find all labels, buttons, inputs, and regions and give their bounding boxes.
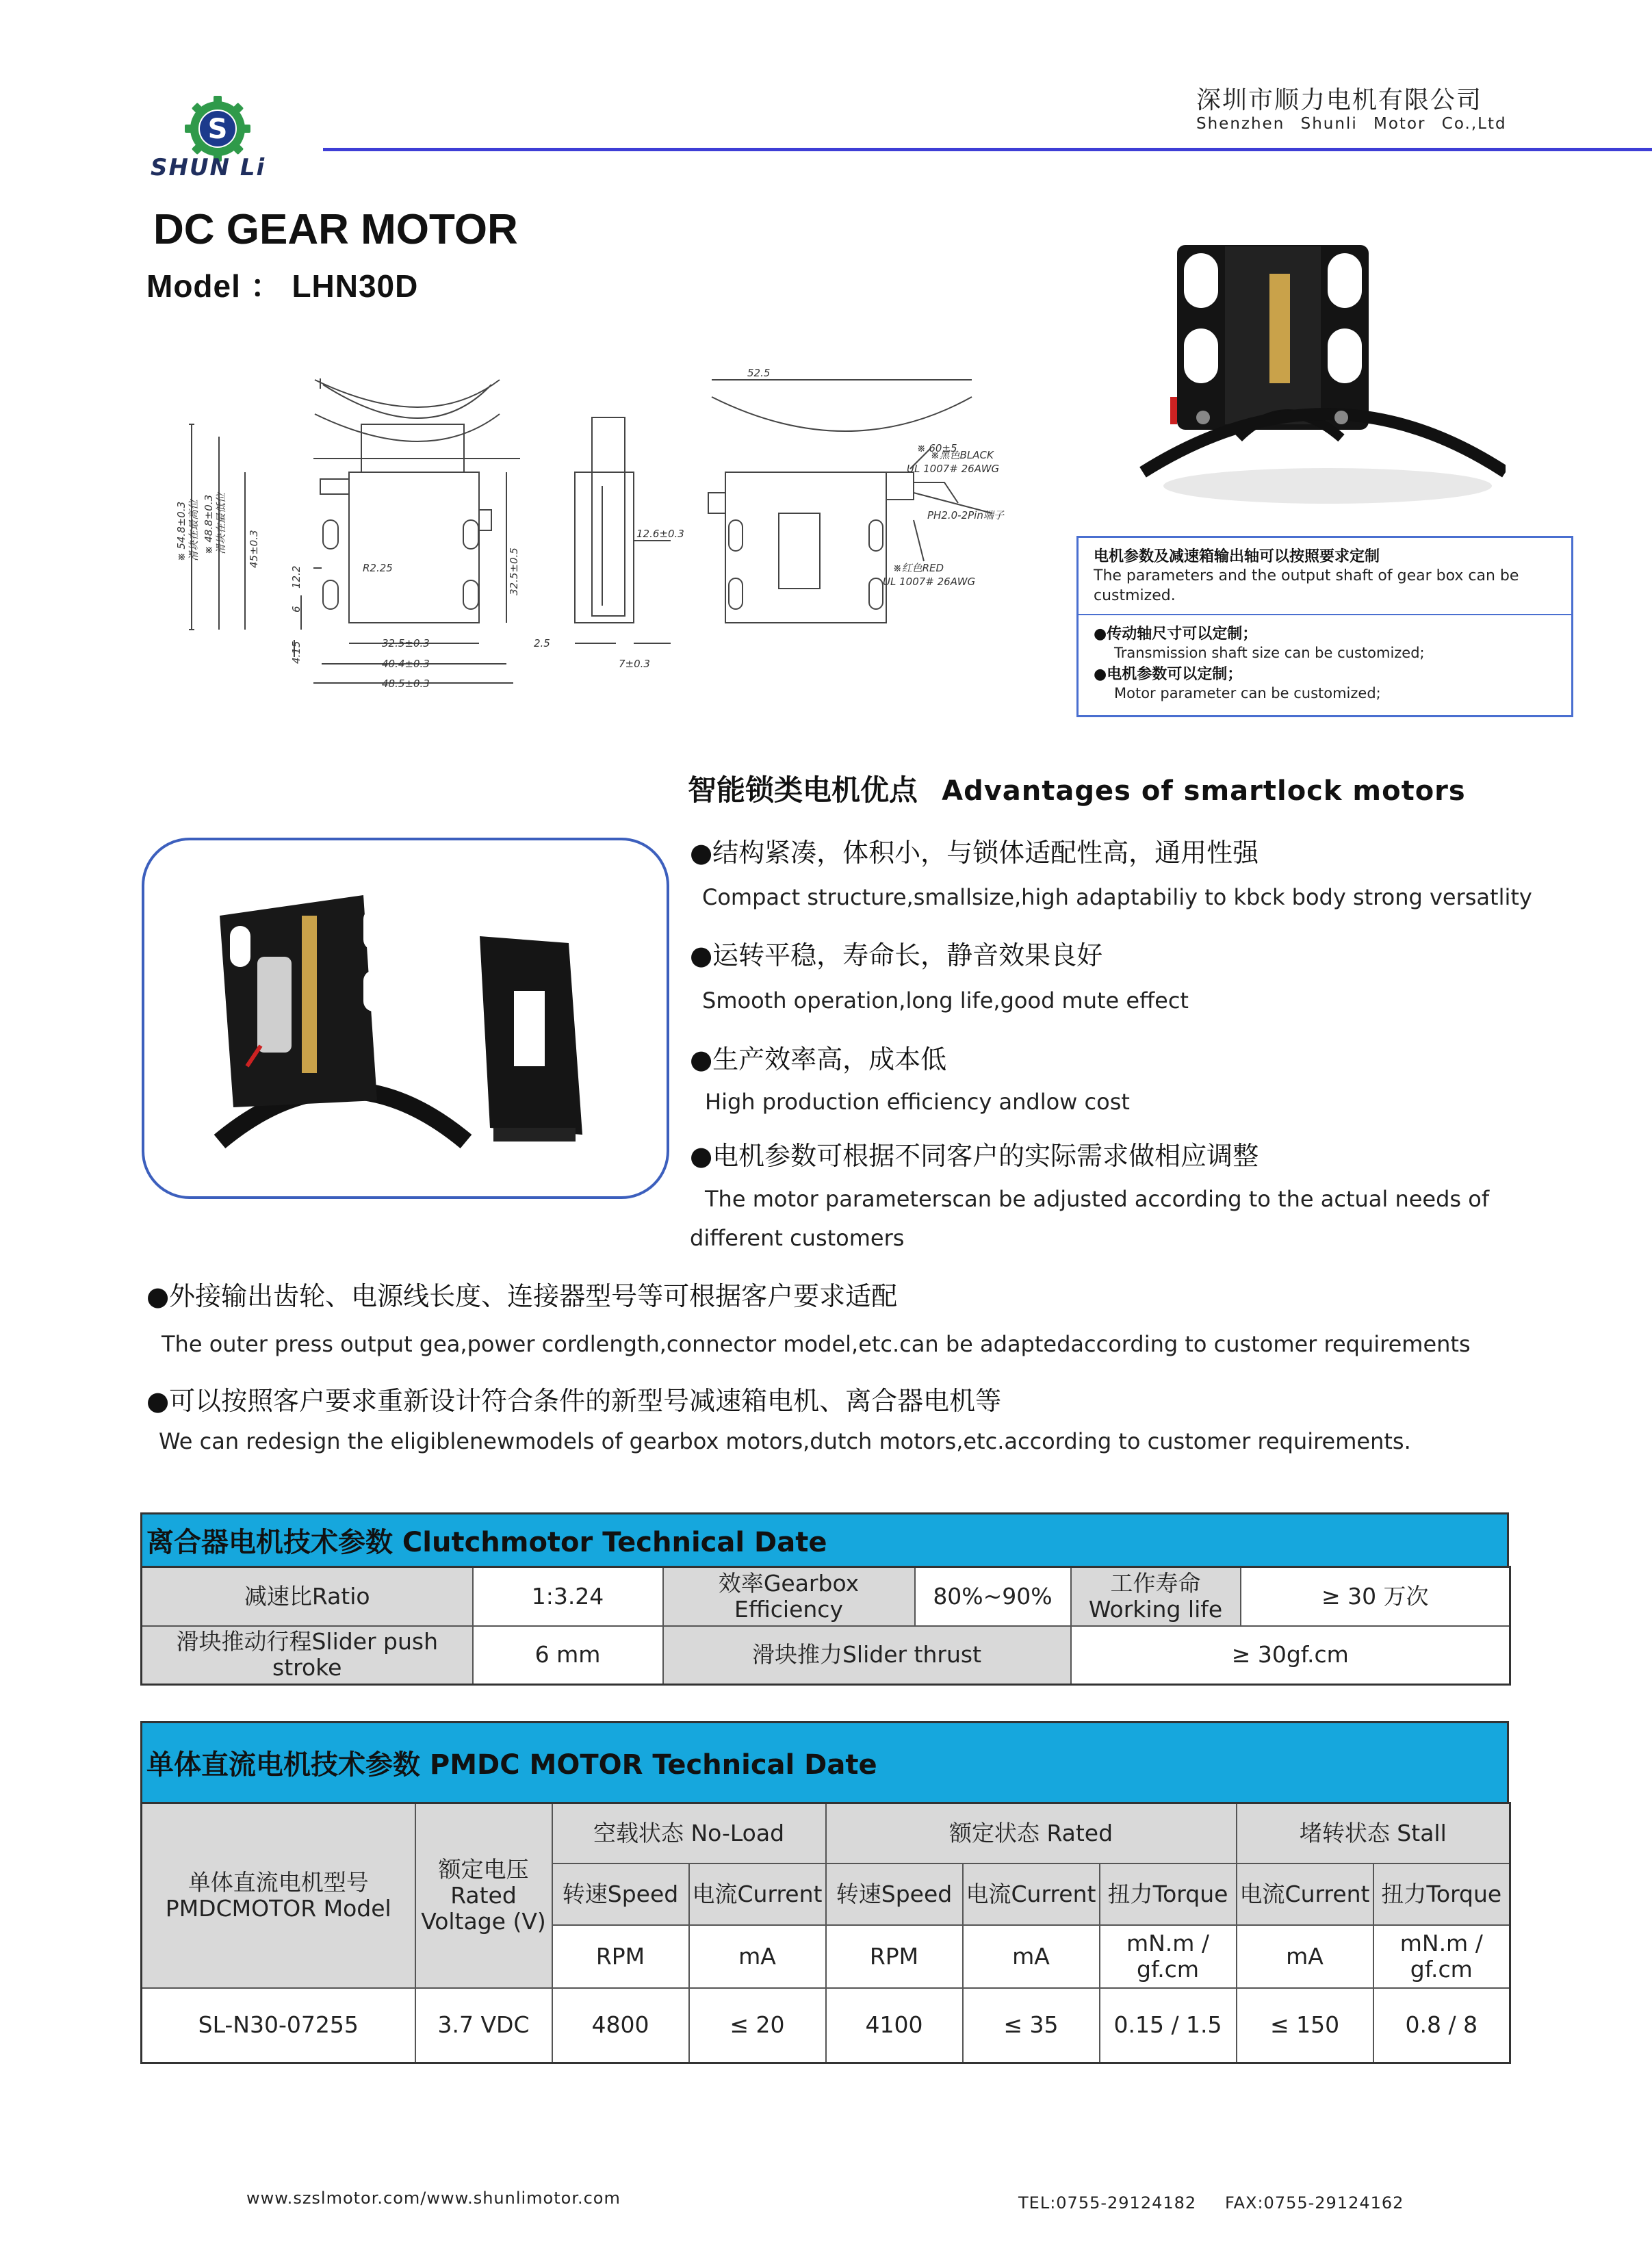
info-box-item2-en: Motor parameter can be customized;: [1114, 685, 1381, 701]
advantage-3-cn: ●生产效率高，成本低: [690, 1044, 947, 1074]
clutch-table-row: [142, 1626, 1510, 1685]
unit-torque: [1373, 1925, 1510, 1988]
table-row: [142, 1988, 1510, 2063]
advantage-3-en: High production efficiency andlow cost: [705, 1089, 1130, 1115]
svg-text:12.2: 12.2: [290, 565, 302, 589]
svg-text:48.5±0.3: 48.5±0.3: [382, 678, 430, 690]
advantage-4-en-cont: different customers: [690, 1225, 905, 1251]
advantage-5-cn: ●外接输出齿轮、电源线长度、连接器型号等可根据客户要求适配: [146, 1281, 898, 1311]
stall-torque-header: 扭力Torque: [1373, 1863, 1510, 1925]
ratio-value: 1:3.24: [473, 1567, 663, 1626]
svg-text:32.5±0.3: 32.5±0.3: [382, 637, 430, 649]
rated-current-value: ≤ 35: [963, 1988, 1100, 2063]
unit-ma: mA: [1237, 1925, 1373, 1988]
unit-torque-line2: gf.cm: [1137, 1955, 1199, 1983]
advantage-6-cn: ●可以按照客户要求重新设计符合条件的新型号减速箱电机、离合器电机等: [146, 1386, 1002, 1416]
svg-text:UL 1007# 26AWG: UL 1007# 26AWG: [907, 463, 1000, 475]
svg-text:※ 60±5: ※ 60±5: [917, 442, 957, 454]
rated-torque-header: 扭力Torque: [1100, 1863, 1237, 1925]
header-divider: [323, 148, 1652, 151]
footer-tel: TEL:0755-29124182: [1018, 2193, 1197, 2213]
slider-stroke-label: 滑块推动行程Slider push stroke: [142, 1626, 473, 1685]
noload-group-header: 空载状态 No-Load: [552, 1803, 826, 1863]
noload-speed-header: 转速Speed: [552, 1863, 689, 1925]
motor-model-value: SL-N30-07255: [142, 1988, 415, 2063]
svg-text:PH2.0-2Pin端子: PH2.0-2Pin端子: [927, 509, 1004, 521]
page-title: DC GEAR MOTOR: [153, 206, 518, 253]
unit-ma: mA: [963, 1925, 1100, 1988]
efficiency-label: 效率Gearbox Efficiency: [663, 1567, 915, 1626]
unit-torque-line1: mN.m /: [1399, 1929, 1483, 1957]
voltage-value: 3.7 VDC: [415, 1988, 552, 2063]
svg-text:6: 6: [290, 606, 302, 612]
customization-info-box: [1076, 536, 1573, 717]
pmdc-table-title-text: 单体直流电机技术参数 PMDC MOTOR Technical Date: [146, 1749, 877, 1781]
unit-rpm: RPM: [552, 1925, 689, 1988]
slider-thrust-value: ≥ 30gf.cm: [1071, 1626, 1510, 1685]
clutch-table: [140, 1566, 1511, 1686]
info-box-item2-cn: ●电机参数可以定制；: [1094, 666, 1243, 683]
model-header: [142, 1803, 415, 1988]
svg-text:※ 48.8±0.3: ※ 48.8±0.3: [203, 494, 215, 554]
working-life-label: 工作寿命Working life: [1071, 1567, 1241, 1626]
svg-text:UL 1007# 26AWG: UL 1007# 26AWG: [883, 576, 976, 588]
info-box-top: [1079, 538, 1571, 615]
svg-text:※红色RED: ※红色RED: [893, 562, 944, 574]
footer-website[interactable]: www.szslmotor.com/www.shunlimotor.com: [246, 2189, 621, 2208]
voltage-header-en: Rated: [450, 1881, 517, 1909]
ratio-label: 减速比Ratio: [142, 1567, 473, 1626]
svg-text:※ 54.8±0.3: ※ 54.8±0.3: [175, 501, 188, 561]
logo-letter: S: [207, 114, 228, 145]
advantage-2-en: Smooth operation,long life,good mute effect: [702, 988, 1189, 1014]
slider-thrust-label: 滑块推力Slider thrust: [663, 1626, 1071, 1685]
product-photo: [144, 840, 667, 1196]
svg-text:40.4±0.3: 40.4±0.3: [382, 658, 430, 670]
advantage-6-en: We can redesign the eligiblenewmodels of gearbox motors,dutch motors,etc.according to customer requirements.: [159, 1428, 1411, 1454]
svg-text:滑块在最高位: 滑块在最高位: [188, 499, 200, 561]
voltage-header-unit: Voltage (V): [421, 1907, 546, 1935]
svg-text:滑块在最低位: 滑块在最低位: [215, 492, 227, 554]
info-box-text: The parameters and the output shaft of gear box can be custmized.: [1094, 567, 1519, 604]
noload-current-value: ≤ 20: [689, 1988, 826, 2063]
advantage-4-en: The motor parameterscan be adjusted according to the actual needs of: [705, 1186, 1490, 1212]
pmdc-table: [140, 1802, 1511, 2064]
noload-current-header: 电流Current: [689, 1863, 826, 1925]
clutch-table-title-text: 离合器电机技术参数 Clutchmotor Technical Date: [146, 1527, 827, 1558]
model-header-cn: 单体直流电机型号: [188, 1868, 369, 1896]
rated-current-header: 电流Current: [963, 1863, 1100, 1925]
clutch-table-row: [142, 1567, 1510, 1626]
unit-torque-line1: mN.m /: [1126, 1929, 1210, 1957]
stall-group-header: 堵转状态 Stall: [1237, 1803, 1510, 1863]
working-life-value: ≥ 30 万次: [1241, 1567, 1510, 1626]
voltage-header-cn: 额定电压: [438, 1855, 529, 1883]
rated-speed-header: 转速Speed: [826, 1863, 963, 1925]
advantage-1-cn: ●结构紧凑，体积小，与锁体适配性高，通用性强: [690, 838, 1259, 868]
stall-current-value: ≤ 150: [1237, 1988, 1373, 2063]
noload-speed-value: 4800: [552, 1988, 689, 2063]
unit-torque-line2: gf.cm: [1410, 1955, 1473, 1983]
company-name-cn: 深圳市顺力电机有限公司: [1196, 86, 1483, 114]
svg-text:4.15: 4.15: [290, 641, 302, 664]
company-name-en: Shenzhen Shunli Motor Co.,Ltd: [1196, 115, 1507, 133]
unit-rpm: RPM: [826, 1925, 963, 1988]
footer-fax: FAX:0755-29124162: [1225, 2193, 1404, 2213]
svg-text:2.5: 2.5: [534, 637, 550, 649]
product-photo-frame: [142, 838, 669, 1199]
pmdc-group-header-row: [142, 1803, 1510, 1863]
efficiency-value: 80%~90%: [915, 1567, 1071, 1626]
info-box-item1-cn: ●传动轴尺寸可以定制；: [1094, 625, 1258, 643]
voltage-header: [415, 1803, 552, 1988]
clutch-table-title: [140, 1512, 1509, 1566]
svg-text:※黑色BLACK: ※黑色BLACK: [931, 449, 994, 461]
info-box-item1-en: Transmission shaft size can be customized;: [1114, 645, 1425, 661]
stall-torque-value: 0.8 / 8: [1373, 1988, 1510, 2063]
advantage-4-cn: ●电机参数可根据不同客户的实际需求做相应调整: [690, 1141, 1259, 1171]
brand-name: SHUN Li: [151, 154, 266, 181]
rated-torque-value: 0.15 / 1.5: [1100, 1988, 1237, 2063]
model-header-en: PMDCMOTOR Model: [165, 1894, 391, 1922]
info-box-list: [1079, 615, 1571, 710]
advantage-1-en: Compact structure,smallsize,high adaptabiliy to kbck body strong versatlity: [702, 884, 1532, 910]
unit-torque: [1100, 1925, 1237, 1988]
advantages-title-cn: 智能锁类电机优点: [688, 773, 918, 807]
stall-current-header: 电流Current: [1237, 1863, 1373, 1925]
model-number: Model ： LHN30D: [146, 268, 419, 304]
advantage-5-en: The outer press output gea,power cordlength,connector model,etc.can be adaptedaccording to customer requirements: [162, 1331, 1471, 1357]
svg-text:32.5±0.5: 32.5±0.5: [508, 547, 520, 595]
advantage-2-cn: ●运转平稳，寿命长，静音效果良好: [690, 940, 1103, 970]
info-box-heading: 电机参数及减速箱输出轴可以按照要求定制: [1094, 548, 1380, 565]
svg-text:7±0.3: 7±0.3: [619, 658, 650, 670]
rated-group-header: 额定状态 Rated: [826, 1803, 1237, 1863]
svg-text:12.6±0.3: 12.6±0.3: [636, 528, 684, 540]
svg-text:45±0.3: 45±0.3: [248, 530, 260, 568]
pmdc-table-title: [140, 1721, 1509, 1802]
rated-speed-value: 4100: [826, 1988, 963, 2063]
svg-text:R2.25: R2.25: [363, 562, 393, 574]
advantages-heading: [688, 768, 1466, 809]
slider-stroke-value: 6 mm: [473, 1626, 663, 1685]
dimension-drawing: [164, 356, 1068, 712]
unit-ma: mA: [689, 1925, 826, 1988]
advantages-title-en: Advantages of smartlock motors: [942, 775, 1466, 807]
product-photo-top: [1122, 233, 1506, 506]
svg-text:52.5: 52.5: [747, 367, 771, 379]
